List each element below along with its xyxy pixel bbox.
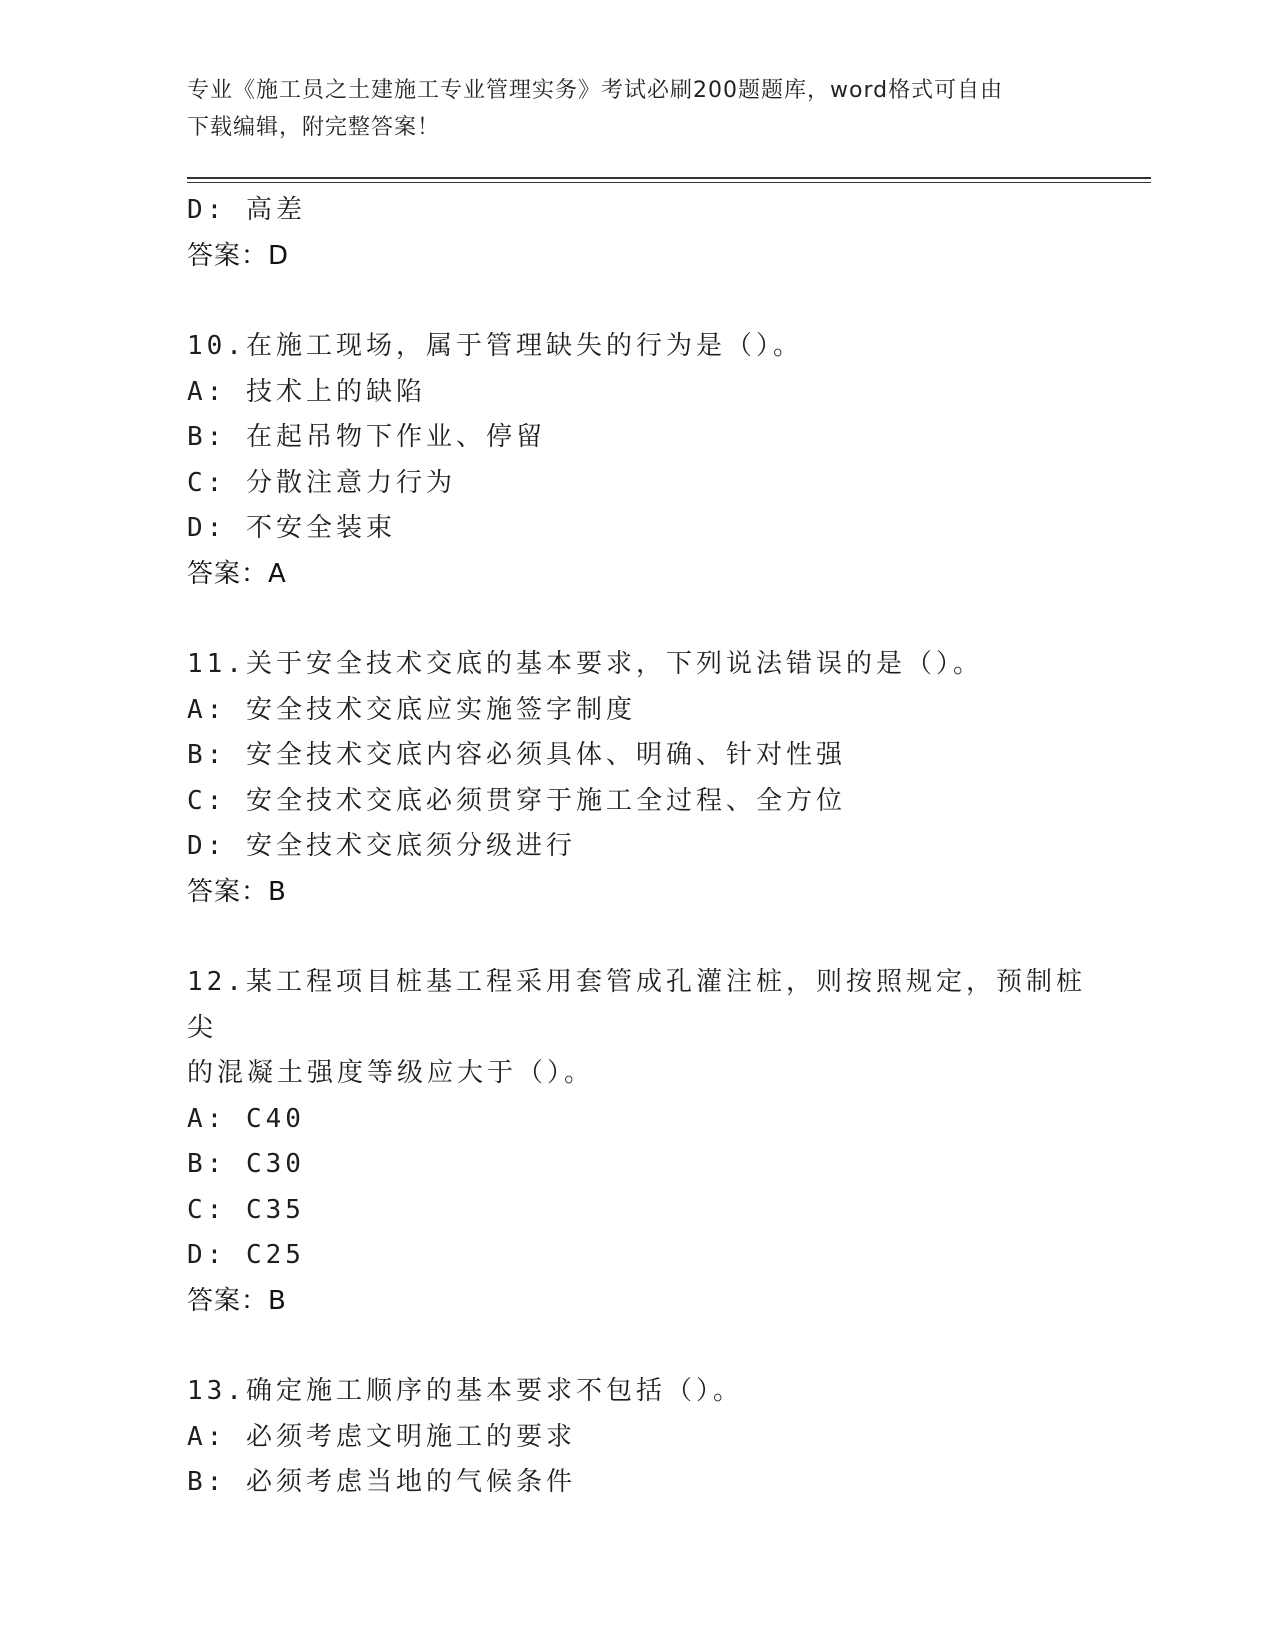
option-a: A: 必须考虑文明施工的要求 — [187, 1421, 576, 1452]
option-a: A: 技术上的缺陷 — [187, 376, 426, 407]
option-d: D: 高差 — [187, 195, 306, 225]
question-stem: 10.在施工现场，属于管理缺失的行为是（）。 — [187, 331, 803, 361]
option-d: D: 不安全装束 — [187, 513, 396, 543]
answer-line: 答案：B — [187, 876, 287, 907]
option-b: B: 在起吊物下作业、停留 — [187, 422, 546, 452]
option-d: D: 安全技术交底须分级进行 — [187, 831, 576, 861]
option-d: D: C25 — [187, 1240, 305, 1270]
option-b: B: C30 — [187, 1149, 305, 1179]
header-divider-thin — [187, 182, 1151, 183]
question-stem: 11.关于安全技术交底的基本要求，下列说法错误的是（）。 — [187, 649, 983, 679]
document-header — [187, 72, 1087, 146]
option-b: B: 安全技术交底内容必须具体、明确、针对性强 — [187, 740, 846, 770]
document-body — [187, 188, 1087, 1506]
answer-line: 答案：D — [187, 240, 290, 271]
question-stem-line-1: 12.某工程项目桩基工程采用套管成孔灌注桩，则按照规定，预制桩尖 — [187, 967, 1086, 1043]
option-a: A: C40 — [187, 1103, 305, 1134]
option-b: B: 必须考虑当地的气候条件 — [187, 1467, 576, 1497]
option-c: C: 分散注意力行为 — [187, 467, 456, 498]
header-divider-thick — [187, 177, 1151, 179]
answer-line: 答案：A — [187, 558, 287, 589]
header-line-1: 专业《施工员之土建施工专业管理实务》考试必刷200题题库，word格式可自由 — [187, 78, 1004, 103]
option-c: C: C35 — [187, 1194, 305, 1225]
question-stem: 13.确定施工顺序的基本要求不包括（）。 — [187, 1376, 743, 1406]
header-line-2: 下载编辑，附完整答案！ — [187, 115, 441, 140]
answer-line: 答案：B — [187, 1285, 287, 1316]
option-c: C: 安全技术交底必须贯穿于施工全过程、全方位 — [187, 785, 846, 816]
question-stem-line-2: 的混凝土强度等级应大于（）。 — [187, 1058, 595, 1088]
option-a: A: 安全技术交底应实施签字制度 — [187, 694, 636, 725]
